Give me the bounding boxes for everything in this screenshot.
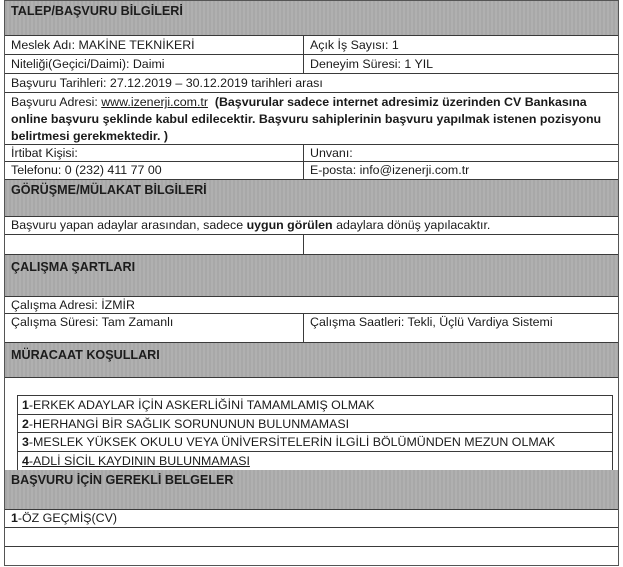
item-text: -ADLİ SİCİL KAYDININ BULUNMAMASI: [28, 453, 250, 468]
list-item: [18, 433, 612, 452]
acik-is-sayisi: Açık İş Sayısı: 1: [310, 38, 399, 52]
basvuru-adresi: [5, 93, 618, 144]
item-number: 1: [22, 398, 29, 412]
gorusme-text-bold: uygun görülen: [246, 218, 333, 232]
list-item: [18, 415, 612, 434]
item-number: 4: [22, 453, 29, 468]
belge-item: [5, 510, 618, 527]
item-text: -MESLEK YÜKSEK OKULU VEYA ÜNİVERSİTELERİN İLGİLİ BÖLÜMÜNDEN MEZUN OLMAK: [28, 435, 556, 449]
section-title: BAŞVURU İÇİN GEREKLİ BELGELER: [11, 473, 234, 487]
section-header-muracaat: [5, 343, 618, 378]
empty-cell: [5, 528, 618, 546]
row-calisma-suresi: [5, 314, 618, 343]
row-meslek: [5, 36, 618, 55]
gorusme-text: [5, 217, 618, 234]
row-belge-1: [5, 510, 618, 528]
item-text: -ERKEK ADAYLAR İÇİN ASKERLİĞİNİ TAMAMLAMIŞ OLMAK: [28, 398, 375, 412]
empty-cell: [304, 235, 618, 254]
gorusme-text-after: adaylara dönüş yapılacaktır.: [332, 218, 491, 232]
calisma-saatleri: Çalışma Saatleri: Tekli, Üçlü Vardiya Sistemi: [310, 315, 553, 329]
empty-cell: [5, 235, 304, 254]
niteligi: Niteliği(Geçici/Daimi): Daimi: [5, 55, 304, 73]
basvuru-adresi-note: (Başvurular sadece internet adresimiz üzerinden CV Bankasına online başvuru şeklinde kabul edilecektir. Başvuru sahiplerinin başvuru yapılmak istenen pozisyonu belirtmesi gerekmektedir. ): [11, 95, 602, 143]
eposta: E-posta: info@izenerji.com.tr: [310, 163, 470, 177]
deneyim-suresi: Deneyim Süresi: 1 YIL: [310, 57, 434, 71]
list-item: [18, 452, 612, 471]
row-basvuru-adresi: [5, 93, 618, 145]
unvani: Unvanı:: [310, 146, 353, 160]
row-gorusme-text: [5, 217, 618, 235]
irtibat-kisisi: İrtibat Kişisi:: [5, 145, 304, 161]
row-basvuru-tarihleri: [5, 74, 618, 93]
row-empty-split: [5, 235, 618, 255]
section-header-belgeler: [5, 470, 618, 510]
calisma-suresi: Çalışma Süresi: Tam Zamanlı: [5, 314, 304, 342]
item-text: -ÖZ GEÇMİŞ(CV): [17, 511, 118, 525]
job-posting-document: [4, 0, 619, 566]
row-belge-empty: [5, 547, 618, 566]
section-header-calisma: [5, 255, 618, 297]
muracaat-list: [17, 395, 613, 471]
section-title: MÜRACAAT KOŞULLARI: [11, 348, 160, 362]
list-item: [18, 396, 612, 415]
basvuru-adresi-label: Başvuru Adresi:: [11, 95, 102, 109]
item-number: 1: [11, 511, 18, 525]
row-irtibat: [5, 145, 618, 162]
gorusme-text-before: Başvuru yapan adaylar arasından, sadece: [11, 218, 247, 232]
section-header-talep: [5, 0, 618, 36]
row-telefon: [5, 162, 618, 180]
item-number: 3: [22, 435, 29, 449]
row-belge-empty: [5, 528, 618, 547]
meslek-adi: Meslek Adı: MAKİNE TEKNİKERİ: [5, 36, 304, 54]
section-title: TALEP/BAŞVURU BİLGİLERİ: [11, 4, 183, 18]
item-number: 2: [22, 416, 29, 431]
section-title: ÇALIŞMA ŞARTLARI: [11, 260, 136, 274]
calisma-adresi: Çalışma Adresi: İZMİR: [11, 298, 135, 312]
item-text: -HERHANGİ BİR SAĞLIK SORUNUNUN BULUNMAMASI: [28, 416, 350, 431]
website-link[interactable]: www.izenerji.com.tr: [101, 95, 208, 109]
telefonu: Telefonu: 0 (232) 411 77 00: [5, 162, 304, 179]
basvuru-tarihleri: Başvuru Tarihleri: 27.12.2019 – 30.12.2019 tarihleri arası: [11, 76, 323, 90]
section-title: GÖRÜŞME/MÜLAKAT BİLGİLERİ: [11, 183, 207, 197]
section-header-gorusme: [5, 180, 618, 217]
row-calisma-adresi: [5, 297, 618, 314]
row-niteligi: [5, 55, 618, 74]
empty-cell: [5, 547, 618, 566]
